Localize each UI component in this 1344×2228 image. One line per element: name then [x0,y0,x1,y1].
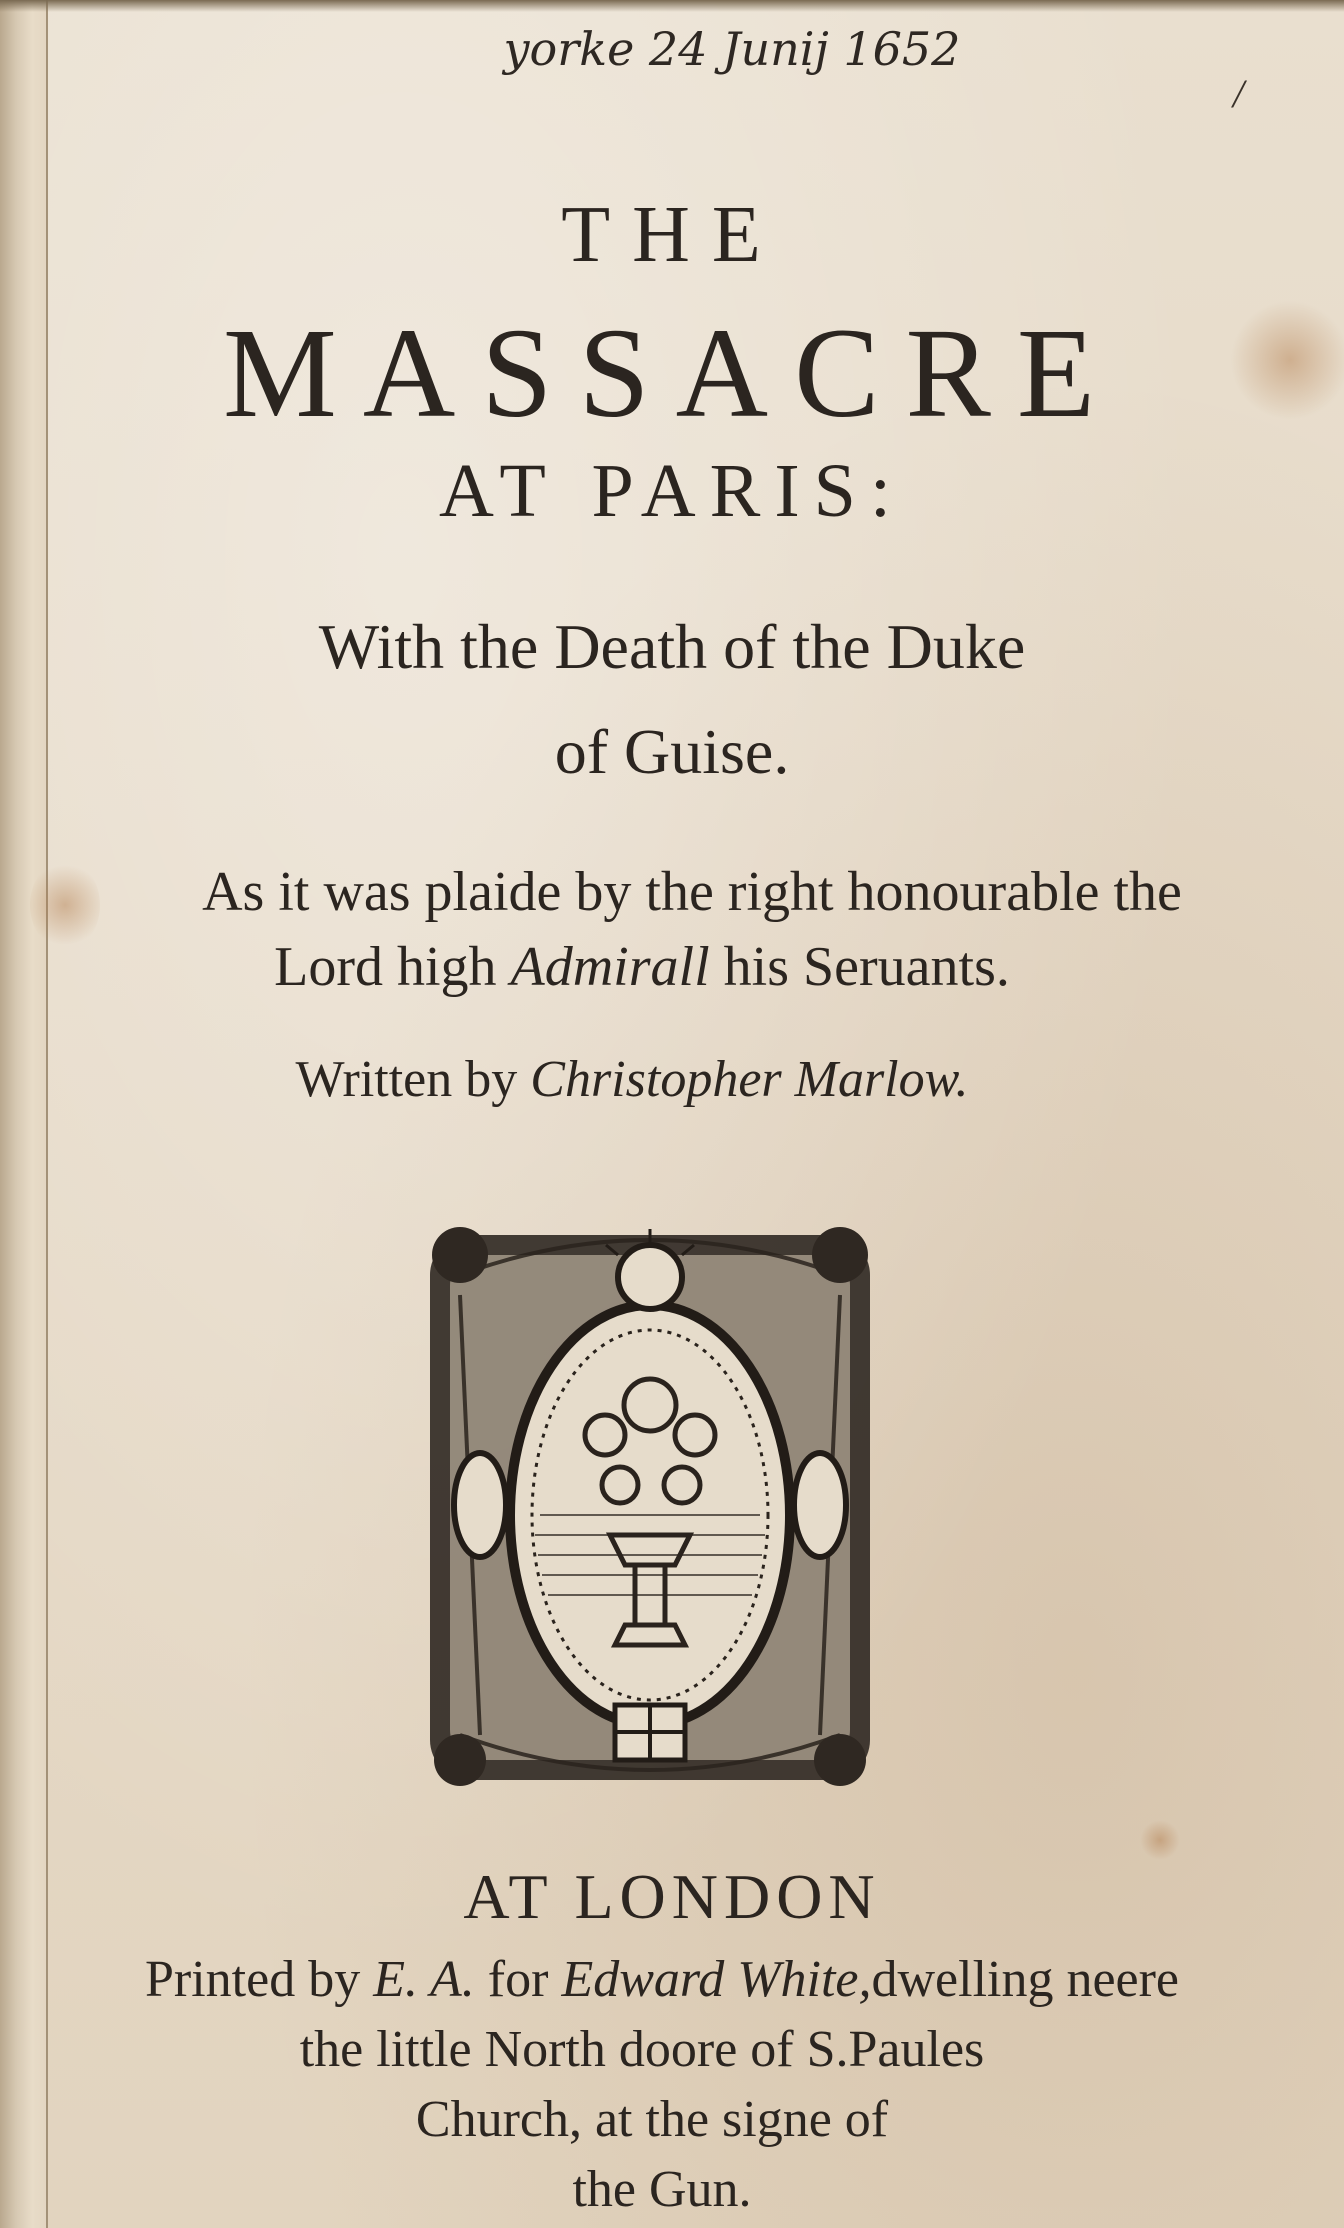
imprint-printer: E. A. [373,1951,475,2008]
admirall-italic: Admirall [510,936,710,998]
imprint-for: for [474,1951,562,2008]
performance-line-2-pre: Lord high [274,936,511,998]
author-name: Christopher Marlow. [530,1051,969,1108]
top-edge-shadow [0,0,1344,12]
imprint-line-4: the Gun. [572,2161,752,2218]
imprint-line-2: the little North doore of S.Paules [299,2021,985,2078]
imprint-publisher: Edward White, [561,1951,872,2008]
author-prefix: Written by [295,1051,531,1108]
handwritten-inscription: yorke 24 Junij 1652 [503,22,961,76]
imprint-line-3: Church, at the signe of [415,2091,889,2148]
woodcut-printers-device-icon [420,1215,880,1795]
performance-line-2-post: his Seruants. [709,936,1010,998]
title-line-2: MASSACRE [223,302,1121,444]
performance-line-2 [0,935,1314,999]
imprint-dwelling: dwelling neere [871,1951,1180,2008]
imprint-place: AT LONDON [463,1861,881,1932]
performance-line-1: As it was plaide by the right honourable the [202,861,1182,923]
author-line [0,1050,1304,1109]
title-line-3: AT PARIS: [438,449,906,533]
foxing-stain [1140,1820,1180,1860]
imprint-printed-by: Printed by [144,1951,374,2008]
title-line-1: THE [561,191,783,279]
subtitle-line-1: With the Death of the Duke [318,611,1026,682]
imprint-line-1 [0,1950,1334,2009]
subtitle-line-2: of Guise. [554,716,790,787]
margin-mark: / [1232,71,1244,116]
